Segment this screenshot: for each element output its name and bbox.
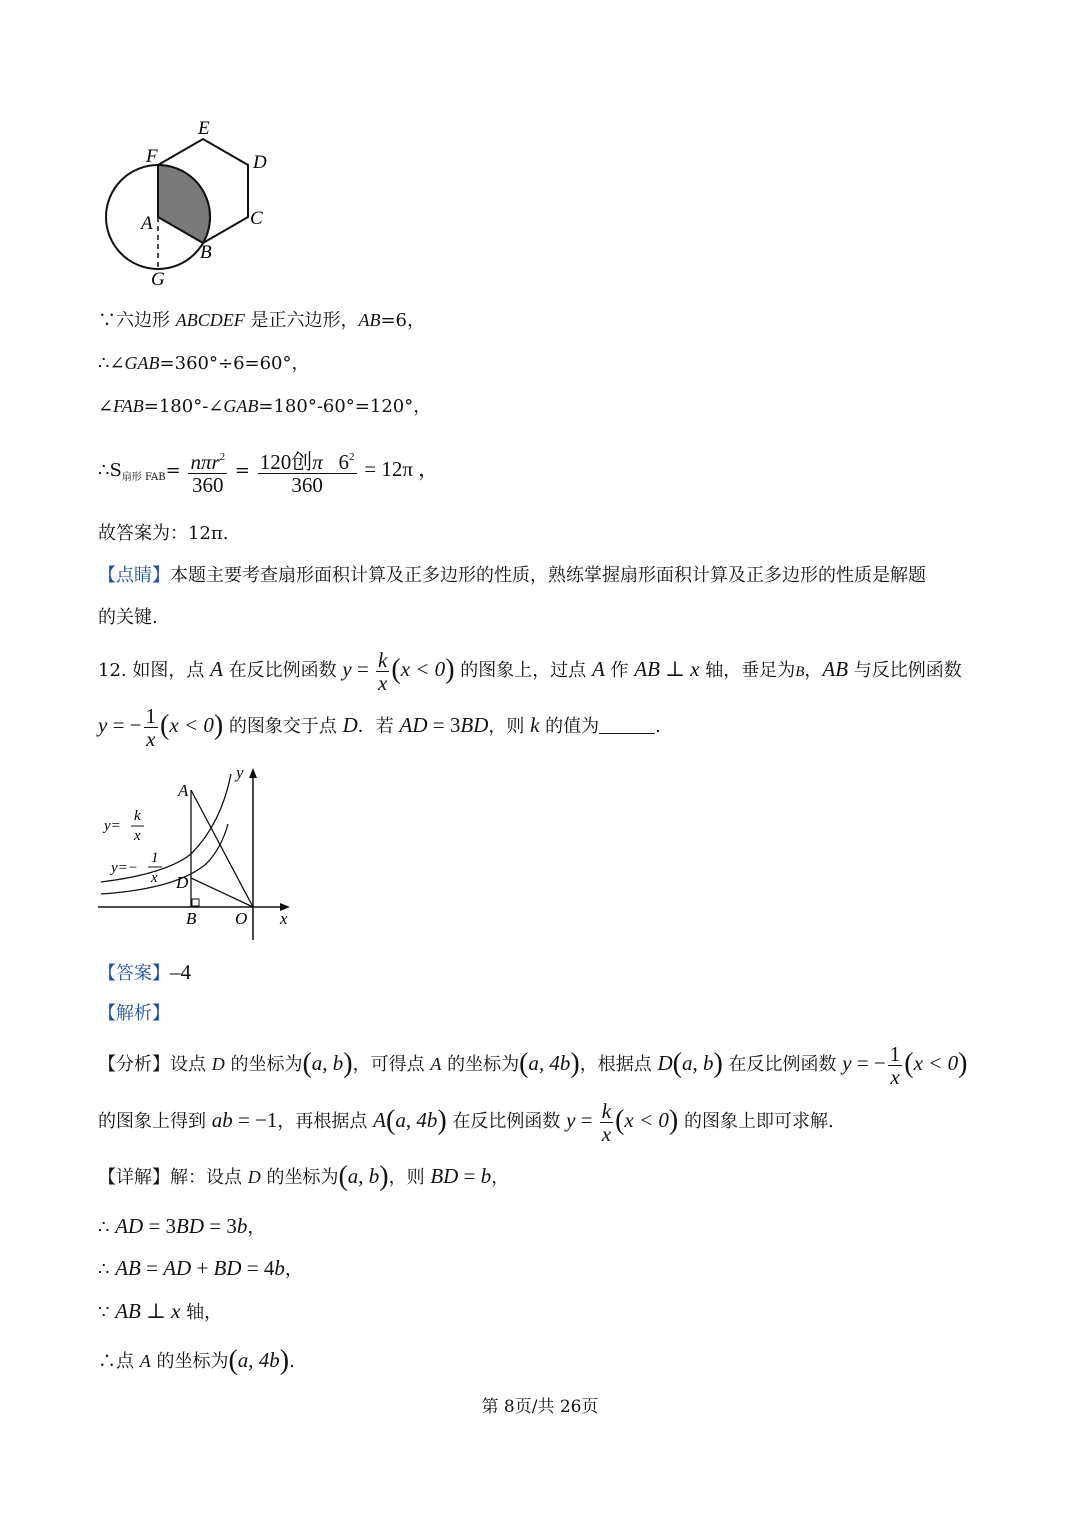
right-angle-mark bbox=[192, 899, 199, 906]
answer-value: –4 bbox=[170, 960, 191, 984]
curve1-label-y: y= bbox=[104, 818, 121, 834]
dianjing-tag: 【点睛】 bbox=[98, 565, 170, 586]
answer-tag: 【答案】 bbox=[98, 963, 170, 984]
hexagon-circle-figure bbox=[98, 112, 298, 292]
answer-line: 故答案为：12π. bbox=[98, 523, 229, 544]
solution-line-3: ∠FAB=180°-∠GAB=180°-60°=120°， bbox=[98, 396, 432, 417]
segment-ao bbox=[191, 790, 253, 907]
curve2-label-y: y=− bbox=[111, 860, 138, 876]
y-axis-arrow bbox=[249, 768, 257, 778]
label-c: C bbox=[250, 208, 263, 229]
fenxi-line-1: 【分析】设点 D 的坐标为(a, b)，可得点 A 的坐标为(a, 4b)，根据点 D(a, b) 在反比例函数 y = − $\frac{1}{x}$ (x < 0) bbox=[98, 1041, 968, 1089]
dianjing-line-2: 的关键. bbox=[98, 607, 158, 628]
inverse-function-figure bbox=[96, 764, 306, 944]
curve-y-neg-1-over-x bbox=[101, 824, 228, 894]
answer-section bbox=[98, 958, 191, 988]
label-a: A bbox=[141, 213, 153, 234]
label-g: G bbox=[151, 269, 165, 290]
solution-line-1: ∵六边形 ABCDEF 是正六边形，AB=6， bbox=[98, 310, 426, 331]
label-b: B bbox=[200, 242, 212, 263]
label-y-axis: y bbox=[236, 764, 244, 782]
label-a: A bbox=[178, 781, 189, 800]
fraction-substituted: $\frac{120创\pi 6^2}{360}$ bbox=[258, 446, 357, 496]
label-f: F bbox=[146, 146, 158, 167]
fraction-k-over-x: $\frac{k}{x}$ bbox=[378, 647, 388, 695]
page-footer: 第 8页/共 26页 bbox=[481, 1397, 599, 1417]
fraction-formula: $\frac{n\pi r^2}{360}$ bbox=[188, 446, 227, 496]
label-e: E bbox=[198, 118, 210, 139]
xiangjie-tag: 【详解】 bbox=[98, 1167, 170, 1188]
curve2-label-num: 1 bbox=[151, 850, 159, 866]
label-d: D bbox=[253, 152, 267, 173]
label-b: B bbox=[186, 909, 197, 928]
step-4: ∴点 A 的坐标为(a, 4b). bbox=[98, 1345, 295, 1376]
step-1: ∴ AD = 3BD = 3b， bbox=[98, 1214, 266, 1238]
question-12-line-1: 12. 如图，点 A 在反比例函数 y = $\frac{k}{x}$ (x < 0) 的图象上，过点 A 作 AB ⊥ x 轴，垂足为B，AB 与反比例函数 bbox=[98, 647, 962, 695]
fenxi-line-2: 的图象上得到 ab = −1，再根据点 A(a, 4b) 在反比例函数 y = $\frac{k}{x}$ (x < 0) 的图象上即可求解. bbox=[98, 1098, 834, 1146]
solution-line-2: ∴∠GAB=360°÷6=60°， bbox=[98, 353, 310, 374]
fenxi-tag: 【分析】 bbox=[98, 1054, 170, 1075]
curve2-label-den: x bbox=[151, 870, 158, 886]
jiexi-tag: 【解析】 bbox=[98, 1003, 170, 1024]
step-2: ∴ AB = AD + BD = 4b， bbox=[98, 1256, 303, 1280]
curve1-label-den: x bbox=[134, 828, 141, 844]
fraction-1-over-x: $\frac{1}{x}$ bbox=[145, 703, 157, 751]
question-12-line-2: y = − $\frac{1}{x}$ (x < 0) 的图象交于点 D．若 AD = 3BD，则 k 的值为 . bbox=[98, 703, 661, 751]
xiangjie-line: 【详解】解：设点 D 的坐标为(a, b)，则 BD = b， bbox=[98, 1161, 510, 1192]
sector-area-formula: $\therefore S_{扇形 FAB}=$ $\frac{n\pi r^2}{360}$ = $\frac{120创\pi 6^2}{360}$ = 12π ， bbox=[98, 446, 439, 496]
label-x-axis: x bbox=[280, 909, 288, 928]
jiexi-section bbox=[98, 1000, 170, 1028]
dianjing-line: 【点睛】本题主要考查扇形面积计算及正多边形的性质，熟练掌握扇形面积计算及正多边形的性质是解题 bbox=[98, 565, 926, 586]
step-3: ∵ AB ⊥ x 轴， bbox=[98, 1299, 223, 1323]
label-d: D bbox=[176, 873, 189, 892]
shaded-sector bbox=[158, 165, 210, 243]
segment-do bbox=[191, 878, 253, 907]
curve1-label-num: k bbox=[134, 808, 141, 824]
answer-blank bbox=[599, 715, 655, 734]
label-o: O bbox=[235, 909, 248, 928]
